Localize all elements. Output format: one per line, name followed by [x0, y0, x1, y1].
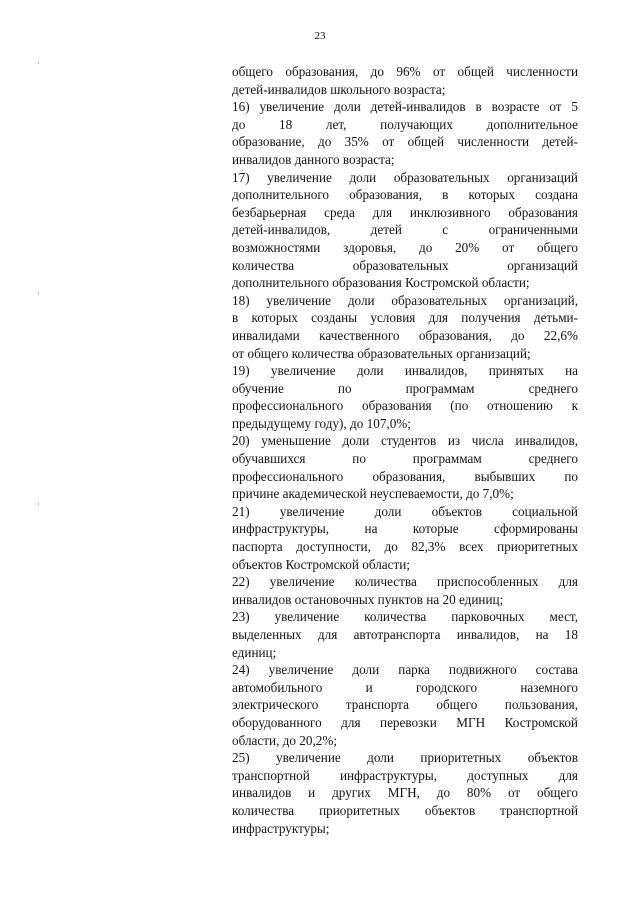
text-line: количества приоритетных объектов транспортной	[232, 802, 578, 818]
text-line: общего образования, до 96% от общей численности	[232, 64, 578, 79]
scan-margin-mark	[38, 292, 39, 294]
text-line: 22) увеличение количества приспособленных для	[232, 574, 578, 590]
text-line: 21) увеличение доли объектов социальной	[232, 503, 578, 519]
scan-margin-mark	[38, 62, 39, 64]
text-line: возможностями здоровья, до 20% от общего	[232, 239, 578, 255]
text-line: области, до 20,2%;	[232, 732, 338, 748]
text-line: 20) уменьшение доли студентов из числа инвалидов,	[232, 433, 578, 449]
text-line: 19) увеличение доли инвалидов, принятых на	[232, 363, 578, 379]
text-line: 18) увеличение доли образовательных организаций,	[232, 292, 578, 308]
text-line: причине академической неуспеваемости, до 7,0%;	[232, 486, 514, 502]
text-line: от общего количества образовательных организаций;	[232, 345, 531, 361]
text-line: 16) увеличение доли детей-инвалидов в возрасте от 5	[232, 99, 578, 115]
text-line: электрического транспорта общего пользования,	[232, 697, 578, 713]
text-line: транспортной инфраструктуры, доступных для	[232, 767, 578, 783]
text-line: паспорта доступности, до 82,3% всех приоритетных	[232, 539, 578, 555]
text-line: детей-инвалидов школьного возраста;	[232, 81, 446, 97]
text-line: до 18 лет, получающих дополнительное	[232, 116, 578, 132]
text-line: количества образовательных организаций	[232, 257, 578, 273]
text-line: дополнительного образования, в которых создана	[232, 187, 578, 203]
text-line: единиц;	[232, 644, 277, 660]
text-line: инвалидов данного возраста;	[232, 151, 395, 167]
text-line: инфраструктуры, на которые сформированы	[232, 521, 578, 537]
text-line: 25) увеличение доли приоритетных объектов	[232, 750, 578, 766]
text-line: 23) увеличение количества парковочных мест,	[232, 609, 578, 625]
text-line: детей-инвалидов, детей с ограниченными	[232, 222, 578, 238]
text-line: образование, до 35% от общей численности детей-	[232, 134, 578, 150]
text-line: профессионального образования (по отношению к	[232, 398, 578, 414]
text-line: инвалидов и других МГН, до 80% от общего	[232, 785, 578, 801]
text-line: в которых созданы условия для получения детьми-	[232, 310, 578, 326]
text-line: инфраструктуры;	[232, 820, 330, 836]
text-line: оборудованного для перевозки МГН Костромской	[232, 714, 578, 730]
text-line: предыдущему году), до 107,0%;	[232, 415, 411, 431]
text-line: 17) увеличение доли образовательных организаций	[232, 169, 578, 185]
text-line: автомобильного и городского наземного	[232, 679, 578, 695]
text-line: объектов Костромской области;	[232, 556, 410, 572]
text-line: 24) увеличение доли парка подвижного состава	[232, 662, 578, 678]
text-line: обучавшихся по программам среднего	[232, 451, 578, 467]
text-line: обучение по программам среднего	[232, 380, 578, 396]
text-line: выделенных для автотранспорта инвалидов, на 18	[232, 627, 578, 642]
text-line: инвалидов остановочных пунктов на 20 единиц;	[232, 591, 504, 607]
scan-margin-mark	[38, 503, 39, 505]
text-line: дополнительного образования Костромской области;	[232, 275, 530, 291]
text-line: профессионального образования, выбывших по	[232, 468, 578, 484]
page-number: 23	[314, 30, 326, 42]
text-line: безбарьерная среда для инклюзивного образования	[232, 204, 578, 220]
document-body	[232, 63, 578, 837]
text-line: инвалидами качественного образования, до 22,6%	[232, 327, 578, 343]
